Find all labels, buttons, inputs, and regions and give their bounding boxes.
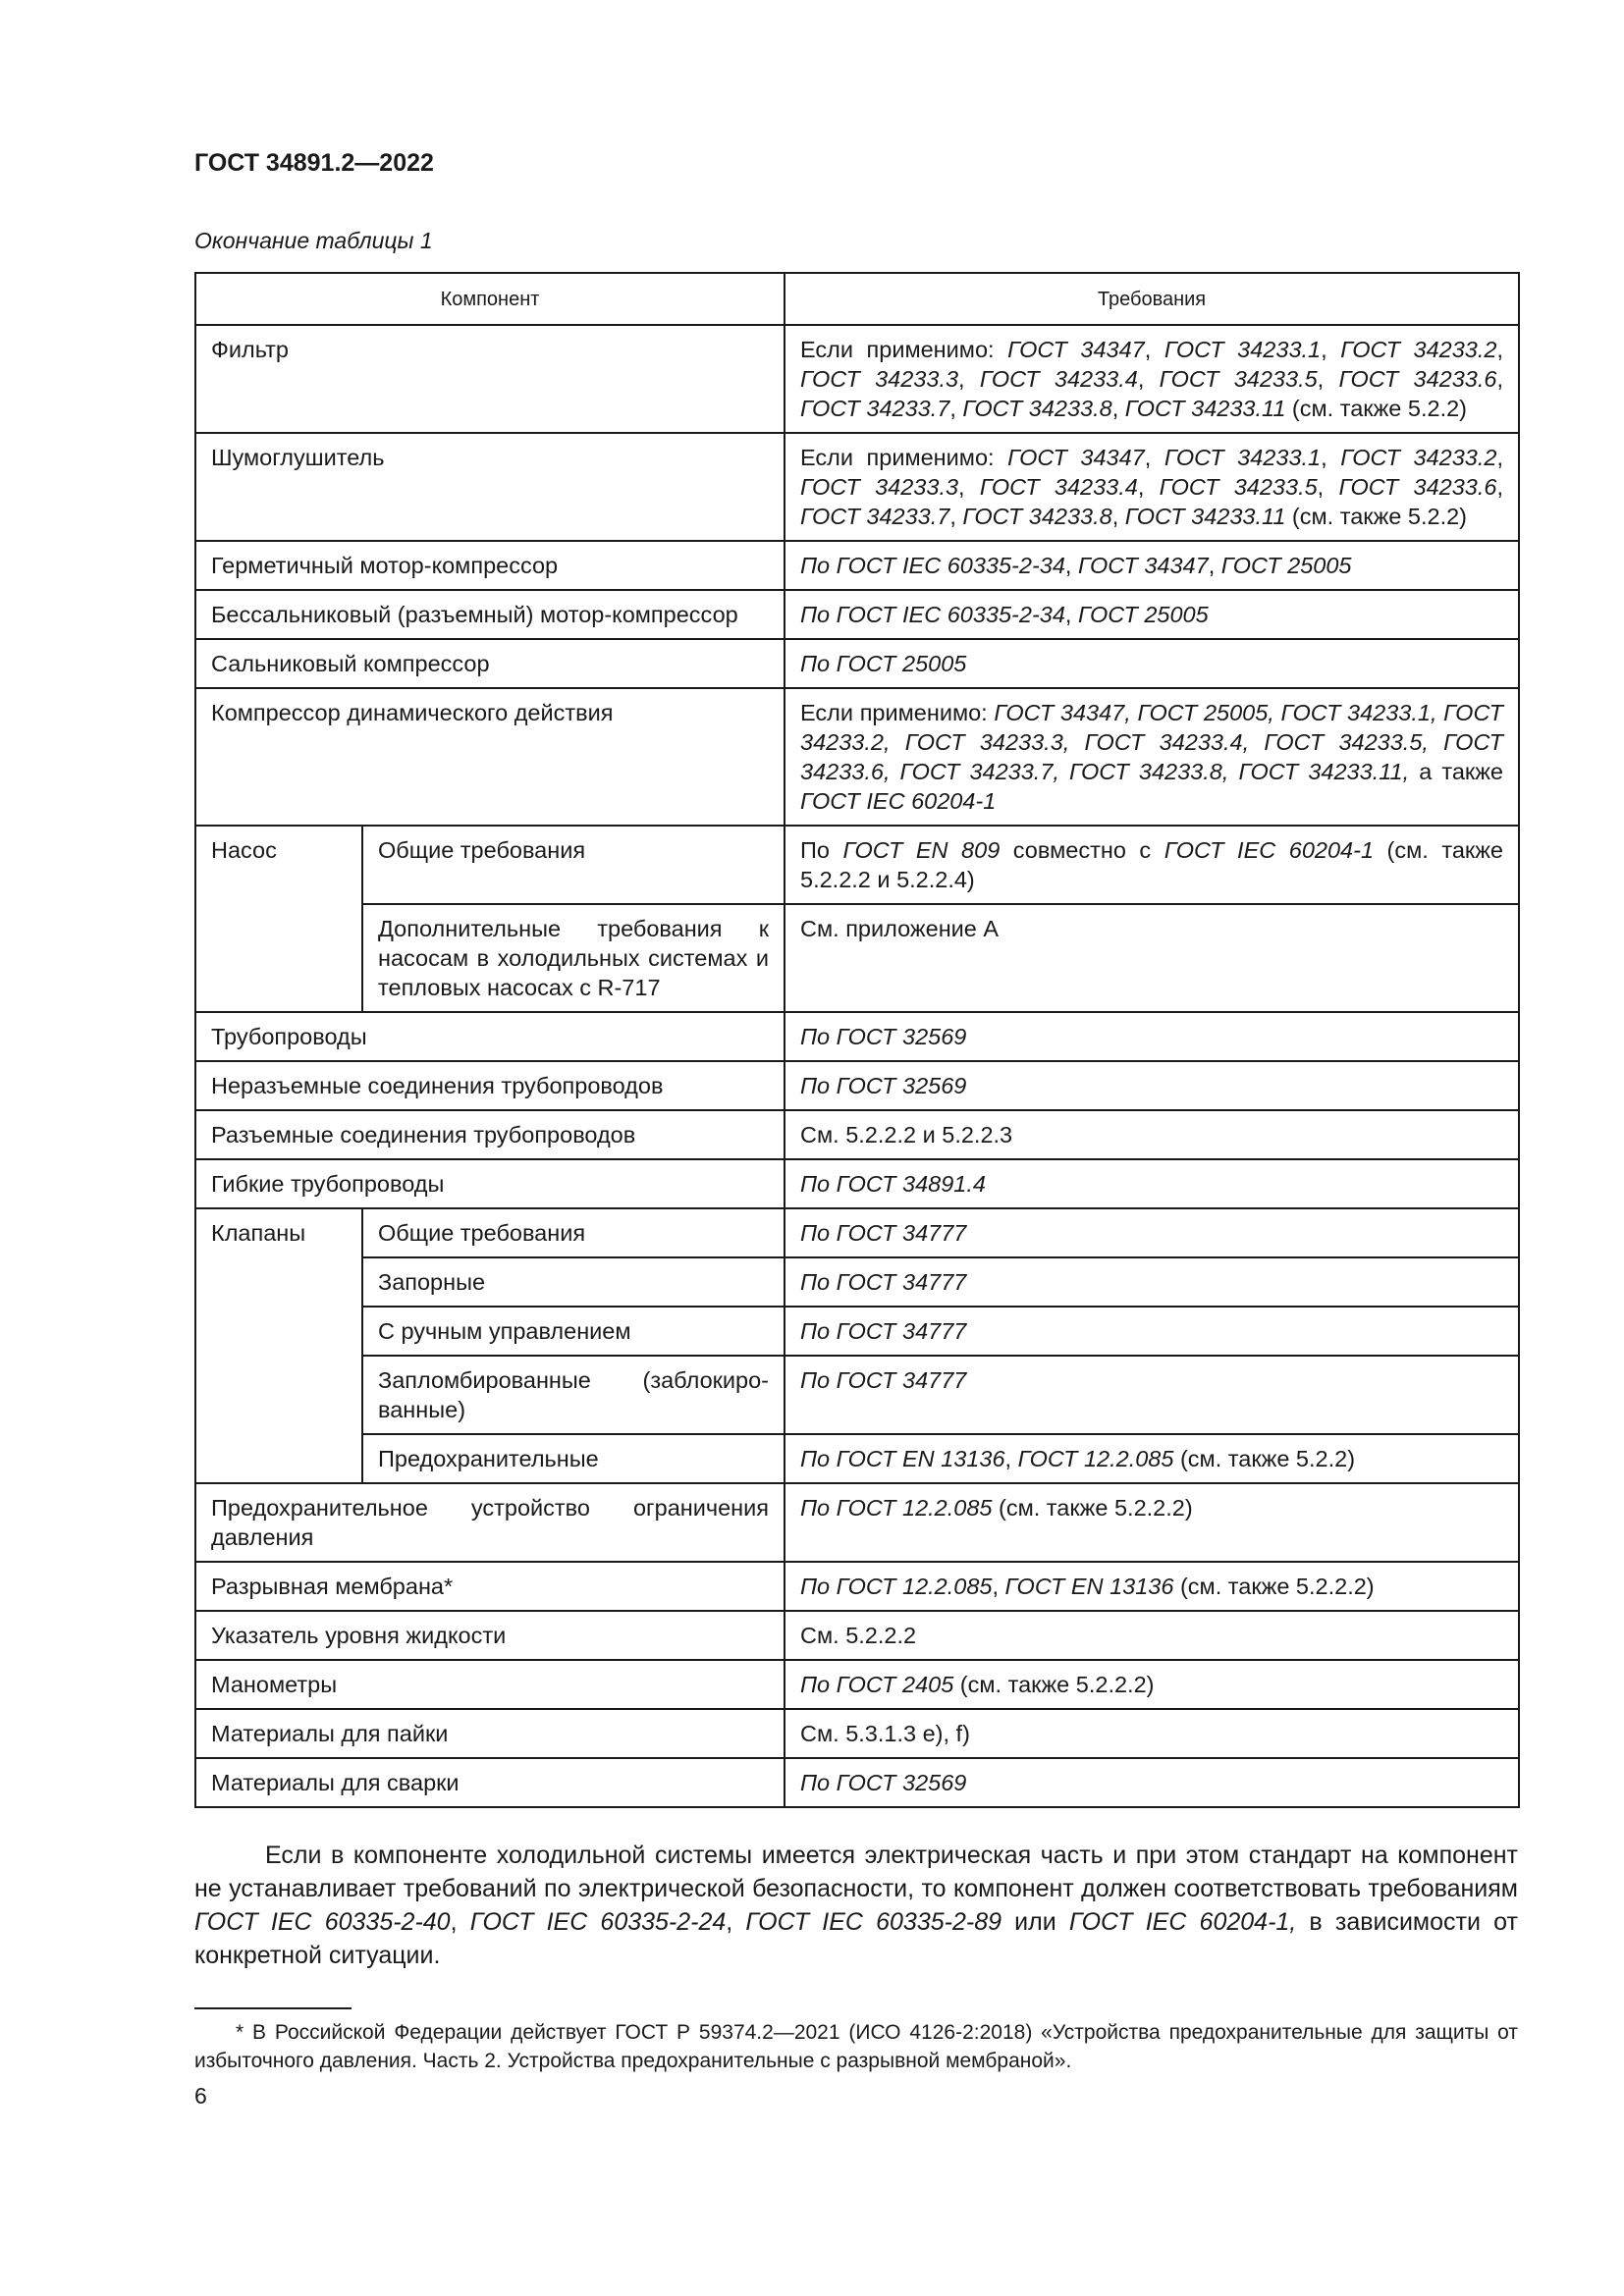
subcomponent-cell: Запломбированные (заблокиро-ванные) <box>362 1356 785 1434</box>
requirement-cell: По ГОСТ 34777 <box>785 1257 1519 1307</box>
footnote-rule <box>194 2007 352 2009</box>
table-row <box>195 1660 1519 1709</box>
requirement-cell: По ГОСТ 32569 <box>785 1061 1519 1110</box>
component-cell: Разъемные соединения трубопроводов <box>195 1110 785 1159</box>
requirement-cell: Если применимо: ГОСТ 34347, ГОСТ 34233.1, ГОСТ 34233.2, ГОСТ 34233.3, ГОСТ 34233.4, ГОСТ 34233.5, ГОСТ 34233.6, ГОСТ 34233.7, ГОСТ 34233.8, ГОСТ 34233.11 (см. также 5.2.2) <box>785 433 1519 541</box>
table-row <box>195 826 1519 904</box>
component-cell: Материалы для сварки <box>195 1758 785 1807</box>
requirement-cell: По ГОСТ 32569 <box>785 1758 1519 1807</box>
component-cell: Гибкие трубопроводы <box>195 1159 785 1208</box>
requirement-cell: По ГОСТ 32569 <box>785 1012 1519 1061</box>
table-row <box>195 1356 1519 1434</box>
table-row <box>195 1257 1519 1307</box>
table-row <box>195 433 1519 541</box>
subcomponent-cell: Общие требования <box>362 1208 785 1257</box>
table-row <box>195 1562 1519 1611</box>
table-row <box>195 1709 1519 1758</box>
component-group-cell: Клапаны <box>195 1208 362 1483</box>
requirement-cell: По ГОСТ 12.2.085, ГОСТ EN 13136 (см. также 5.2.2.2) <box>785 1562 1519 1611</box>
page-header: ГОСТ 34891.2—2022 <box>194 149 434 177</box>
requirement-cell: См. 5.3.1.3 е), f) <box>785 1709 1519 1758</box>
component-cell: Сальниковый компрессор <box>195 639 785 688</box>
component-group-cell: Насос <box>195 826 362 1012</box>
footnote: * В Российской Федерации действует ГОСТ Р 59374.2—2021 (ИСО 4126-2:2018) «Устройства предохранительные для защиты от избыточного давления. Часть 2. Устройства предохранительные с разрывной мембраной». <box>194 2021 1518 2072</box>
requirement-cell: По ГОСТ IEC 60335-2-34, ГОСТ 34347, ГОСТ 25005 <box>785 541 1519 590</box>
requirement-cell: По ГОСТ 34891.4 <box>785 1159 1519 1208</box>
subcomponent-cell: С ручным управлением <box>362 1307 785 1356</box>
requirement-cell: По ГОСТ EN 809 совместно с ГОСТ IEC 60204-1 (см. также 5.2.2.2 и 5.2.2.4) <box>785 826 1519 904</box>
table-row <box>195 1061 1519 1110</box>
component-cell: Бессальниковый (разъемный) мотор-компрессор <box>195 590 785 639</box>
requirement-cell: По ГОСТ IEC 60335-2-34, ГОСТ 25005 <box>785 590 1519 639</box>
subcomponent-cell: Запорные <box>362 1257 785 1307</box>
component-cell: Неразъемные соединения трубопроводов <box>195 1061 785 1110</box>
table-row <box>195 325 1519 433</box>
table-row <box>195 1159 1519 1208</box>
component-cell: Трубопроводы <box>195 1012 785 1061</box>
component-cell: Разрывная мембрана* <box>195 1562 785 1611</box>
component-cell: Указатель уровня жидкости <box>195 1611 785 1660</box>
requirement-cell: См. 5.2.2.2 и 5.2.2.3 <box>785 1110 1519 1159</box>
requirement-cell: По ГОСТ 12.2.085 (см. также 5.2.2.2) <box>785 1483 1519 1562</box>
requirement-cell: По ГОСТ 34777 <box>785 1356 1519 1434</box>
component-cell: Материалы для пайки <box>195 1709 785 1758</box>
component-cell: Фильтр <box>195 325 785 433</box>
table-row <box>195 904 1519 1012</box>
requirement-cell: См. приложение А <box>785 904 1519 1012</box>
requirement-cell: Если применимо: ГОСТ 34347, ГОСТ 34233.1, ГОСТ 34233.2, ГОСТ 34233.3, ГОСТ 34233.4, ГОСТ 34233.5, ГОСТ 34233.6, ГОСТ 34233.7, ГОСТ 34233.8, ГОСТ 34233.11 (см. также 5.2.2) <box>785 325 1519 433</box>
table-row <box>195 1611 1519 1660</box>
table-header-row <box>195 273 1519 325</box>
component-cell: Компрессор динамического действия <box>195 688 785 826</box>
table-body <box>195 325 1519 1807</box>
subcomponent-cell: Общие требования <box>362 826 785 904</box>
requirement-cell: Если применимо: ГОСТ 34347, ГОСТ 25005, ГОСТ 34233.1, ГОСТ 34233.2, ГОСТ 34233.3, ГОСТ 34233.4, ГОСТ 34233.5, ГОСТ 34233.6, ГОСТ 34233.7, ГОСТ 34233.8, ГОСТ 34233.11, а также ГОСТ IEC 60204-1 <box>785 688 1519 826</box>
table-row <box>195 688 1519 826</box>
requirements-table <box>194 272 1520 1808</box>
body-paragraph: Если в компоненте холодильной системы имеется электрическая часть и при этом стандарт на компонент не устанавливает требований по электрической безопасности, то компонент должен соответствовать требованиям ГОСТ IEC 60335-2-40, ГОСТ IEC 60335-2-24, ГОСТ IEC 60335-2-89 или ГОСТ IEC 60204-1, в зависимости от конкретной ситуации. <box>194 1842 1518 1969</box>
component-cell: Шумоглушитель <box>195 433 785 541</box>
component-cell: Предохранительное устройство ограничения давления <box>195 1483 785 1562</box>
requirement-cell: По ГОСТ 2405 (см. также 5.2.2.2) <box>785 1660 1519 1709</box>
table-row <box>195 1483 1519 1562</box>
component-cell: Манометры <box>195 1660 785 1709</box>
column-header-requirements: Требования <box>785 273 1519 325</box>
table-row <box>195 1307 1519 1356</box>
requirement-cell: См. 5.2.2.2 <box>785 1611 1519 1660</box>
table-row <box>195 639 1519 688</box>
page-number: 6 <box>194 2083 207 2109</box>
component-cell: Герметичный мотор-компрессор <box>195 541 785 590</box>
table-caption: Окончание таблицы 1 <box>194 228 433 253</box>
requirement-cell: По ГОСТ 34777 <box>785 1208 1519 1257</box>
table-row <box>195 1758 1519 1807</box>
table-row <box>195 1012 1519 1061</box>
table-row <box>195 1110 1519 1159</box>
table-row <box>195 541 1519 590</box>
subcomponent-cell: Дополнительные требования к насосам в холодильных системах и тепловых насосах с R-717 <box>362 904 785 1012</box>
table-row <box>195 1434 1519 1483</box>
requirement-cell: По ГОСТ 25005 <box>785 639 1519 688</box>
requirement-cell: По ГОСТ 34777 <box>785 1307 1519 1356</box>
subcomponent-cell: Предохранительные <box>362 1434 785 1483</box>
table-row <box>195 590 1519 639</box>
column-header-component: Компонент <box>195 273 785 325</box>
table-row <box>195 1208 1519 1257</box>
requirement-cell: По ГОСТ EN 13136, ГОСТ 12.2.085 (см. также 5.2.2) <box>785 1434 1519 1483</box>
